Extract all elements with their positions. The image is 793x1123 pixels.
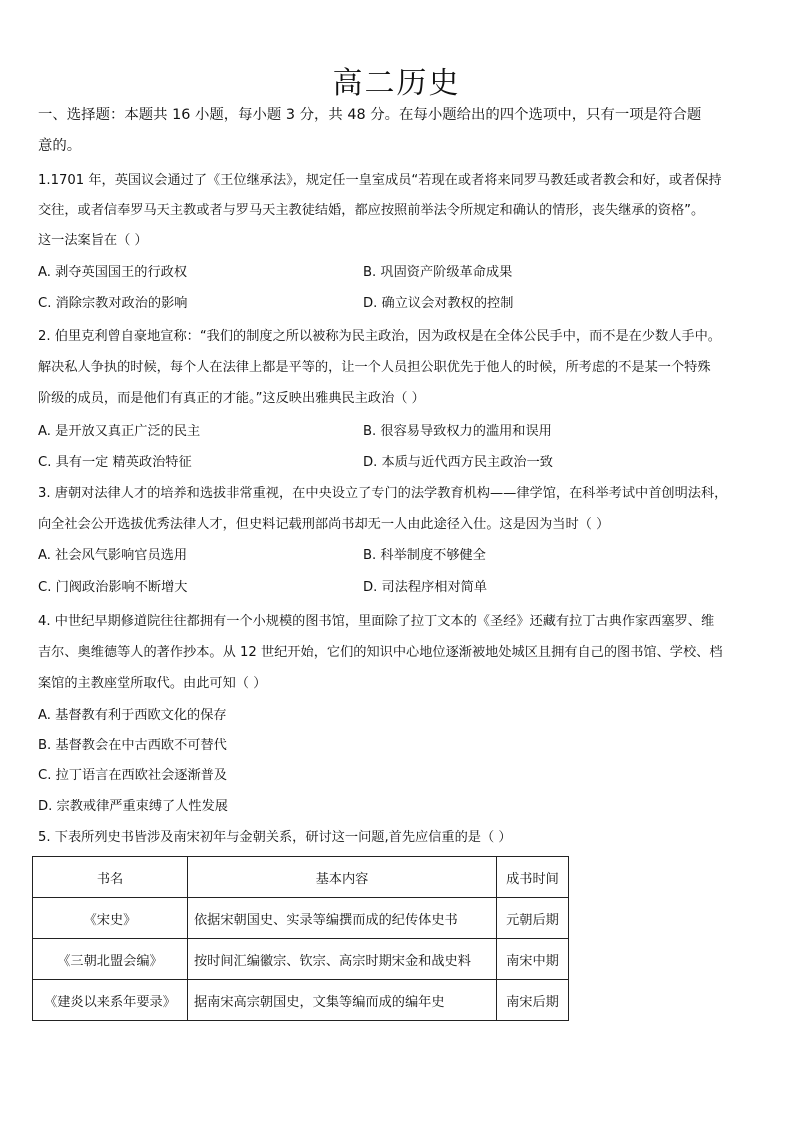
- question-2-option-a[interactable]: A. 是开放又真正广泛的民主: [38, 424, 201, 439]
- question-3-option-c[interactable]: C. 门阀政治影响不断增大: [38, 580, 188, 595]
- question-1-option-b[interactable]: B. 巩固资产阶级革命成果: [363, 265, 513, 280]
- question-4-option-c[interactable]: C. 拉丁语言在西欧社会逐渐普及: [38, 768, 228, 783]
- question-4-option-b[interactable]: B. 基督教会在中古西欧不可替代: [38, 738, 227, 753]
- page-title: 高二历史: [332, 66, 461, 101]
- table-row: [33, 898, 569, 939]
- question-1-option-a[interactable]: A. 剥夺英国国王的行政权: [38, 265, 188, 280]
- table-header-book: 书名: [33, 857, 188, 898]
- history-books-table: [32, 856, 569, 1021]
- question-3-line-2: 向全社会公开选拔优秀法律人才，但史料记载刑部尚书却无一人由此途径入仕。这是因为当时（ ）: [38, 517, 610, 532]
- table-header-time: 成书时间: [497, 857, 569, 898]
- table-cell-content: 据南宋高宗朝国史，文集等编而成的编年史: [188, 980, 497, 1021]
- question-1-line-2: 交往，或者信奉罗马天主教或者与罗马天主教徒结婚，都应按照前举法令所规定和确认的情形，丧失继承的资格”。: [38, 203, 705, 218]
- table-cell-time: 南宋中期: [497, 939, 569, 980]
- table-cell-content: 按时间汇编徽宗、钦宗、高宗时期宋金和战史料: [188, 939, 497, 980]
- question-3-line-1: 3. 唐朝对法律人才的培养和选拔非常重视，在中央设立了专门的法学教育机构——律学馆，在科举考试中首创明法科，: [38, 486, 728, 501]
- table-row: [33, 980, 569, 1021]
- table-header-content: 基本内容: [188, 857, 497, 898]
- question-1-option-d[interactable]: D. 确立议会对教权的控制: [363, 296, 514, 311]
- question-4-line-2: 吉尔、奥维德等人的著作抄本。从 12 世纪开始，它们的知识中心地位逐渐被地处城区且拥有自己的图书馆、学校、档: [38, 645, 723, 660]
- question-1-option-c[interactable]: C. 消除宗教对政治的影响: [38, 296, 188, 311]
- table-cell-book: 《宋史》: [33, 898, 188, 939]
- question-2-option-b[interactable]: B. 很容易导致权力的滥用和误用: [363, 424, 552, 439]
- question-1-line-1: 1.1701 年，英国议会通过了《王位继承法》，规定任一皇室成员“若现在或者将来同罗马教廷或者教会和好，或者保持: [38, 173, 722, 188]
- question-4-line-3: 案馆的主教座堂所取代。由此可知（ ）: [38, 676, 267, 691]
- question-4-line-1: 4. 中世纪早期修道院往往都拥有一个小规模的图书馆，里面除了拉丁文本的《圣经》还藏有拉丁古典作家西塞罗、维: [38, 614, 715, 629]
- table-cell-book: 《三朝北盟会编》: [33, 939, 188, 980]
- question-1-line-3: 这一法案旨在（ ）: [38, 233, 148, 248]
- question-3-option-a[interactable]: A. 社会风气影响官员选用: [38, 548, 188, 563]
- table-row: [33, 939, 569, 980]
- table-cell-content: 依据宋朝国史、实录等编撰而成的纪传体史书: [188, 898, 497, 939]
- question-2-line-2: 解决私人争执的时候，每个人在法律上都是平等的，让一个人员担公职优先于他人的时候，所考虑的不是某一个特殊: [38, 360, 711, 375]
- question-3-option-b[interactable]: B. 科举制度不够健全: [363, 548, 486, 563]
- section-intro-line-2: 意的。: [38, 138, 82, 154]
- table-cell-book: 《建炎以来系年要录》: [33, 980, 188, 1021]
- question-5-line-1: 5. 下表所列史书皆涉及南宋初年与金朝关系，研讨这一问题,首先应信重的是（ ）: [38, 830, 512, 845]
- question-2-line-1: 2. 伯里克利曾自豪地宣称：“我们的制度之所以被称为民主政治，因为政权是在全体公民手中，而不是在少数人手中。: [38, 329, 721, 344]
- question-2-option-d[interactable]: D. 本质与近代西方民主政治一致: [363, 455, 553, 470]
- question-2-line-3: 阶级的成员，而是他们有真正的才能。”这反映出雅典民主政治（ ）: [38, 391, 425, 406]
- table-header-row: [33, 857, 569, 898]
- question-2-option-c[interactable]: C. 具有一定 精英政治特征: [38, 455, 192, 470]
- question-3-option-d[interactable]: D. 司法程序相对简单: [363, 580, 488, 595]
- section-intro-line-1: 一、选择题：本题共 16 小题，每小题 3 分，共 48 分。在每小题给出的四个选项中，只有一项是符合题: [38, 107, 702, 123]
- question-4-option-a[interactable]: A. 基督教有利于西欧文化的保存: [38, 708, 227, 723]
- table-cell-time: 元朝后期: [497, 898, 569, 939]
- question-4-option-d[interactable]: D. 宗教戒律严重束缚了人性发展: [38, 799, 228, 814]
- table-cell-time: 南宋后期: [497, 980, 569, 1021]
